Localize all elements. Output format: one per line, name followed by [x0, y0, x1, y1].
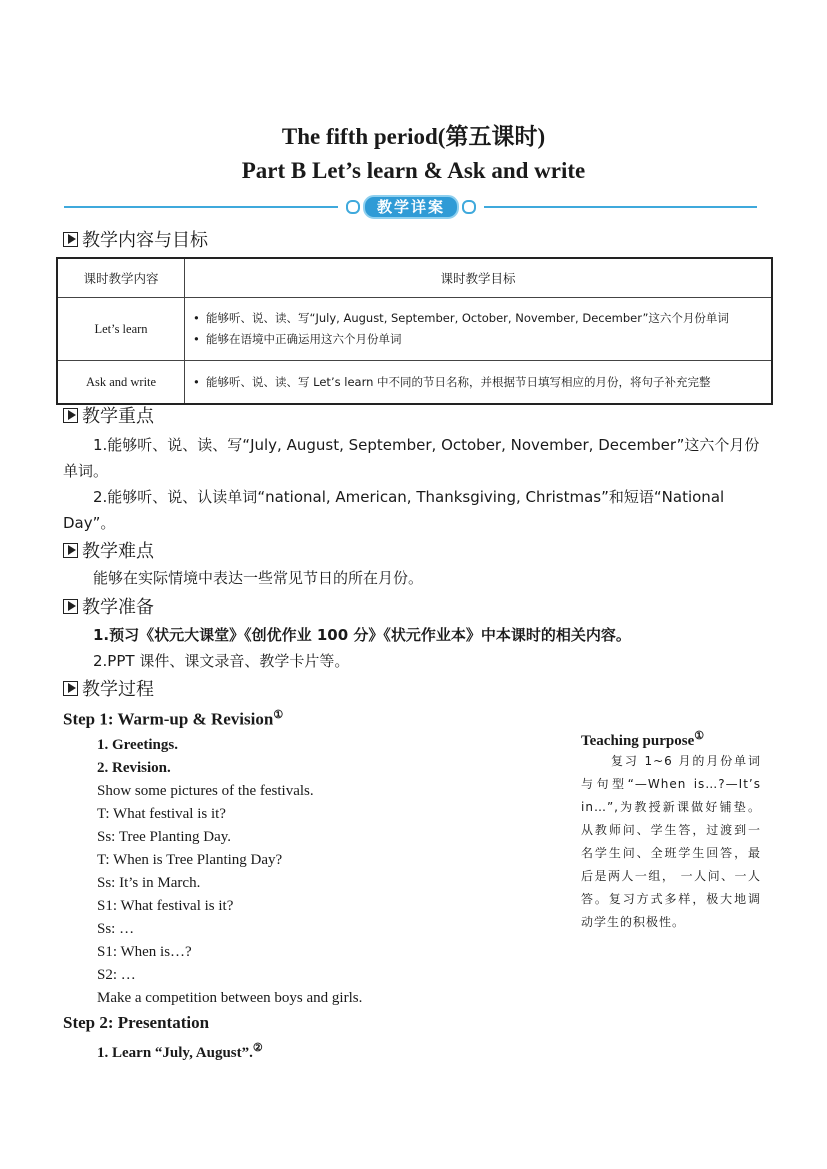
preparation-item-1: 1.预习《状元大课堂》《创优作业 100 分》《状元作业本》中本课时的相关内容。: [93, 626, 631, 644]
difficulty-text: 能够在实际情境中表达一些常见节日的所在月份。: [93, 569, 424, 587]
page-subtitle: Part B Let’s learn & Ask and write: [241, 158, 586, 183]
step2-sub-learn: 1. Learn “July, August”.②: [97, 1042, 263, 1061]
table-header-row: [57, 258, 772, 298]
table-header-cell: 课时教学内容: [57, 258, 185, 298]
play-marker-icon: [63, 599, 78, 614]
table-row: [57, 298, 772, 361]
banner-label: 教学详案: [363, 195, 459, 219]
play-marker-icon: [63, 232, 78, 247]
play-marker-icon: [63, 543, 78, 558]
play-marker-icon: [63, 408, 78, 423]
step1-sub-revision: 2. Revision.: [97, 760, 171, 776]
goals-table: [56, 257, 773, 405]
table-row: [57, 361, 772, 405]
key-point-1: 1.能够听、说、读、写“July, August, September, October, November, December”这六个月份单词。: [63, 436, 760, 480]
table-header-cell: 课时教学目标: [185, 258, 773, 298]
teaching-purpose-title: Teaching purpose①: [581, 730, 705, 749]
step1-title: Step 1: Warm-up & Revision①: [63, 709, 284, 729]
section-banner: [338, 196, 484, 218]
dialogue-line: Show some pictures of the festivals.: [97, 783, 314, 799]
banner-cap-right: [462, 200, 476, 214]
goal-item: • 能够听、说、读、写 Let’s learn 中不同的节日名称，并根据节日填写相应的月份，将句子补充完整: [206, 372, 764, 393]
dialogue-line: S1: When is…?: [97, 944, 192, 960]
dialogue-line: S2: …: [97, 967, 136, 983]
play-marker-icon: [63, 681, 78, 696]
goal-item: • 能够听、说、读、写“July, August, September, October, November, December”这六个月份单词: [206, 308, 764, 329]
table-cell-goals: [185, 361, 773, 405]
table-cell-content: Ask and write: [57, 361, 185, 405]
dialogue-line: T: What festival is it?: [97, 806, 226, 822]
dialogue-line: S1: What festival is it?: [97, 898, 234, 914]
preparation-item-2: 2.PPT 课件、课文录音、教学卡片等。: [93, 652, 350, 670]
section-heading-key-points: 教学重点: [63, 403, 154, 427]
page-title: The fifth period(第五课时): [281, 124, 546, 149]
teaching-purpose-note: [581, 729, 761, 934]
dialogue-line: T: When is Tree Planting Day?: [97, 852, 283, 868]
section-heading-difficulties: 教学难点: [63, 538, 154, 562]
section-heading-process: 教学过程: [63, 676, 154, 700]
section-heading-content-goals: 教学内容与目标: [63, 227, 208, 251]
dialogue-line: Make a competition between boys and girls.: [97, 990, 363, 1006]
dialogue-line: Ss: It’s in March.: [97, 875, 201, 891]
banner-cap-left: [346, 200, 360, 214]
table-cell-goals: [185, 298, 773, 361]
dialogue-line: Ss: Tree Planting Day.: [97, 829, 232, 845]
key-point-2: 2.能够听、说、认读单词“national, American, Thanksgiving, Christmas”和短语“National Day”。: [63, 488, 725, 532]
goal-item: • 能够在语境中正确运用这六个月份单词: [206, 329, 764, 350]
dialogue-line: Ss: …: [97, 921, 135, 937]
teaching-purpose-text: 复习 1~6 月的月份单词与句型“—When is…?—It’s in…”,为教授新课做好铺垫。从教师问、学生答，过渡到一名学生问、全班学生回答，最后是两人一组， 一人问、一人答。复习方式多样，极大地调动学生的积极性。: [581, 754, 761, 929]
table-cell-content: Let’s learn: [57, 298, 185, 361]
section-heading-preparation: 教学准备: [63, 594, 154, 618]
step2-title: Step 2: Presentation: [63, 1013, 210, 1032]
step1-sub-greetings: 1. Greetings.: [97, 737, 178, 753]
